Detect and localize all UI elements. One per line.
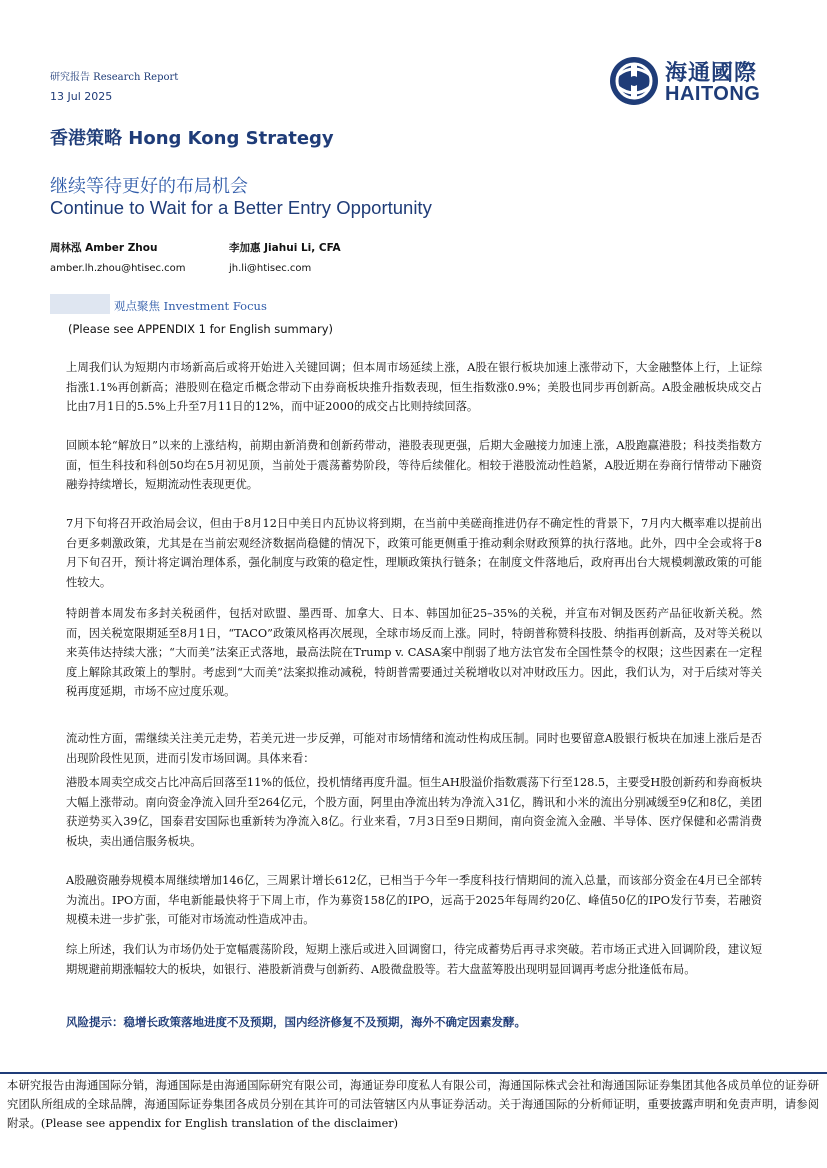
author-name: 周林泓 Amber Zhou — [50, 242, 158, 254]
body-paragraph: 上周我们认为短期内市场新高后或将开始进入关键回调；但本周市场延续上涨，A股在银行板块加速上涨带动下，大金融整体上行，上证综指涨1.1%再创新高；港股则在稳定币概念带动下由券商板块推升指数表现，恒生指数涨0.9%；美股也同步再创新高。A股金融板块成交占比由7月1日的5.5%上升至7月11日的12%，而中证2000的成交占比则持续回落。 — [66, 361, 762, 413]
report-type-label: 研究报告 Research Report — [50, 72, 179, 83]
strategy-label: 香港策略 Hong Kong Strategy — [50, 128, 334, 149]
footer-divider — [0, 1072, 827, 1074]
risk-warning: 风险提示：稳增长政策落地进度不及预期，国内经济修复不及预期，海外不确定因素发酵。 — [66, 1015, 526, 1029]
author-name: 李加惠 Jiahui Li, CFA — [229, 242, 341, 254]
investment-focus-heading: 观点聚焦 Investment Focus — [114, 299, 267, 313]
focus-section-marker — [50, 294, 110, 314]
body-paragraph: 综上所述，我们认为市场仍处于宽幅震荡阶段，短期上涨后或进入回调窗口，待完成蓄势后再寻求突破。若市场正式进入回调阶段，建议短期规避前期涨幅较大的板块，如银行、港股新消费与创新药、A股微盘股等。若大盘蓝筹股出现明显回调再考虑分批逢低布局。 — [66, 943, 762, 976]
disclaimer-text: 本研究报告由海通国际分销，海通国际是由海通国际研究有限公司，海通证券印度私人有限公司，海通国际株式会社和海通国际证券集团其他各成员单位的证券研究团队所组成的全球品牌，海通国际证券集团各成员分别在其许可的司法管辖区内从事证券活动。关于海通国际的分析师证明，重要披露声明和免责声明，请参阅附录。(Please see appendix for English translation of the disclaimer) — [7, 1079, 819, 1130]
author-email[interactable]: jh.li@htisec.com — [229, 263, 312, 274]
body-paragraph: 7月下旬将召开政治局会议，但由于8月12日中美日内瓦协议将到期，在当前中美磋商推进仍存不确定性的背景下，7月内大概率难以提前出台更多刺激政策，尤其是在当前宏观经济数据尚稳健的情况下，政策可能更侧重于推动剩余财政预算的执行落地。此外，四中全会或将于8月下旬召开，预计将定调治理体系，强化制度与政策的稳定性，理顺政策执行链条；在制度文件落地后，政府再出台大规模刺激政策的可能性较大。 — [66, 517, 762, 589]
body-paragraph: 回顾本轮“解放日”以来的上涨结构，前期由新消费和创新药带动，港股表现更强，后期大金融接力加速上涨，A股跑赢港股；科技类指数方面，恒生科技和科创50均在5月初见顶，当前处于震荡蓄势阶段，等待后续催化。相较于港股流动性趋紧，A股近期在券商行情带动下融资融券持续增长，短期流动性表现更优。 — [66, 439, 762, 491]
haitong-emblem-icon — [608, 55, 660, 107]
logo-text-en: HAITONG — [665, 83, 761, 105]
logo-text-cn: 海通國際 — [665, 61, 758, 86]
body-paragraph: A股融资融券规模本周继续增加146亿，三周累计增长612亿，已相当于今年一季度科技行情期间的流入总量，而该部分资金在4月已全部转为流出。IPO方面，华电新能最快将于下周上市，作为募资158亿的IPO，远高于2025年每周约20亿、峰值50亿的IPO发行节奏，若融资规模未进一步扩张，可能对市场流动性造成冲击。 — [66, 874, 762, 926]
author-email[interactable]: amber.lh.zhou@htisec.com — [50, 263, 186, 274]
report-date: 13 Jul 2025 — [50, 90, 113, 103]
body-paragraph: 港股本周卖空成交占比冲高后回落至11%的低位，投机情绪再度升温。恒生AH股溢价指数震荡下行至128.5，主要受H股创新药和券商板块大幅上涨带动。南向资金净流入回升至264亿元，个股方面，阿里由净流出转为净流入31亿，腾讯和小米的流出分别减缓至9亿和8亿，美团获逆势买入39亿，国泰君安国际也重新转为净流入8亿。行业来看，7月3日至9日期间，南向资金流入金融、半导体、医疗保健和必需消费板块，卖出通信服务板块。 — [66, 776, 762, 848]
report-title-en: Continue to Wait for a Better Entry Opportunity — [50, 197, 432, 218]
report-title-cn: 继续等待更好的布局机会 — [50, 176, 248, 197]
appendix-note: (Please see APPENDIX 1 for English summary) — [68, 322, 334, 336]
haitong-logo — [608, 55, 770, 107]
body-paragraph: 特朗普本周发布多封关税函件，包括对欧盟、墨西哥、加拿大、日本、韩国加征25–35%的关税，并宣布对铜及医药产品征收新关税。然而，因关税宽限期延至8月1日，“TACO”政策风格再次展现，全球市场反而上涨。同时，特朗普称赞科技股、纳指再创新高，及对等关税以来英伟达持续大涨；“大而美”法案正式落地，最高法院在Trump v. CASA案中削弱了地方法官发布全国性禁令的权限；这些因素在一定程度上解除其政策上的掣肘。考虑到“大而美”法案拟推动减税，特朗普需要通过关税增收以对冲财政压力。因此，我们认为，对于后续对等关税再度延期，市场不应过度乐观。 — [66, 607, 762, 698]
body-paragraph: 流动性方面，需继续关注美元走势，若美元进一步反弹，可能对市场情绪和流动性构成压制。同时也要留意A股银行板块在加速上涨后是否出现阶段性见顶，进而引发市场回调。具体来看： — [66, 732, 762, 765]
